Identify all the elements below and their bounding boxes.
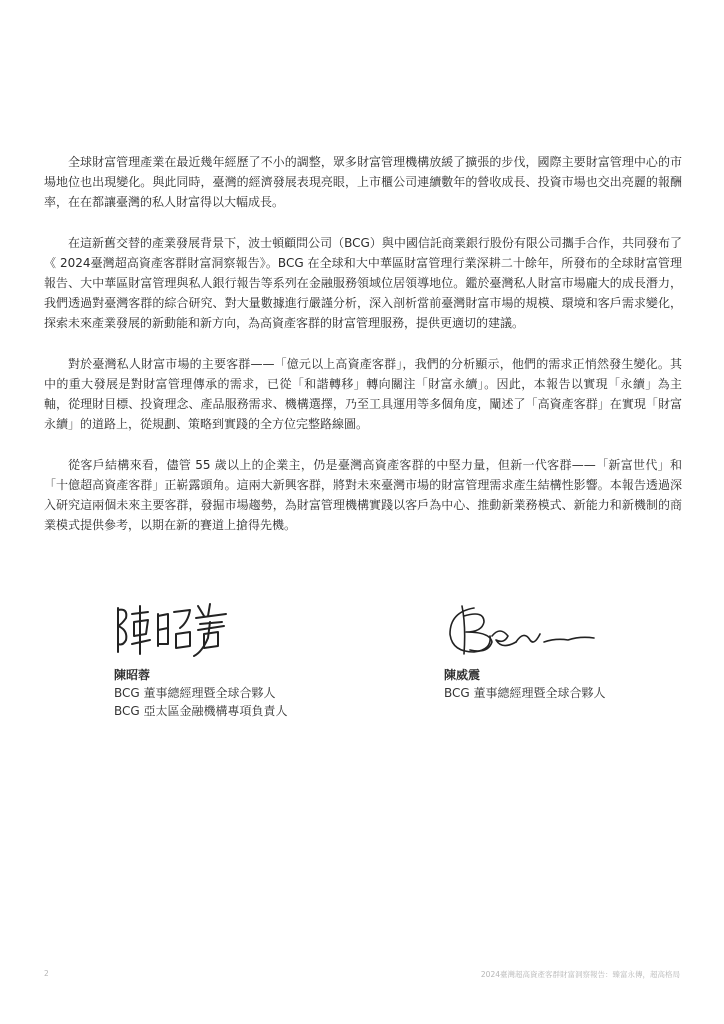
handwritten-signature-right xyxy=(444,596,614,662)
letter-body xyxy=(44,152,682,556)
paragraph-2: 在這新舊交替的產業發展背景下，波士頓顧問公司（BCG）與中國信託商業銀行股份有限公司攜手合作，共同發布了《 2024臺灣超高資產客群財富洞察報告》。BCG 在全球和大中華區財富管理行業深耕二十餘年，所發布的全球財富管理報告、大中華區財富管理與私人銀行報告等系列在金融服務領域位居領導地位。鑑於臺灣私人財富市場龐大的成長潛力，我們透過對臺灣客群的綜合研究、對大量數據進行嚴謹分析，深入剖析當前臺灣財富市場的規模、環境和客戶需求變化，探索未來產業發展的新動能和新方向，為高資產客群的財富管理服務，提供更適切的建議。 xyxy=(44,236,682,330)
signatory-name-right: 陳威震 xyxy=(444,668,481,682)
page-number: 2 xyxy=(44,969,49,978)
signatory-name-left: 陳昭蓉 xyxy=(114,668,151,682)
signatory-role-left-2: BCG 亞太區金融機構專項負責人 xyxy=(114,704,288,718)
paragraph-1: 全球財富管理產業在最近幾年經歷了不小的調整，眾多財富管理機構放緩了擴張的步伐，國際主要財富管理中心的市場地位也出現變化。與此同時，臺灣的經濟發展表現亮眼，上市櫃公司連續數年的營收成長、投資市場也交出亮麗的報酬率，在在都讓臺灣的私人財富得以大幅成長。 xyxy=(44,155,682,209)
handwritten-signature-left xyxy=(114,596,234,662)
signature-block-left xyxy=(114,596,374,720)
running-title: 2024臺灣超高資產客群財富洞察報告：臻富永傳，超高格局 xyxy=(480,970,680,979)
signature-block-right xyxy=(444,596,704,702)
paragraph-3: 對於臺灣私人財富市場的主要客群——「億元以上高資產客群」，我們的分析顯示，他們的需求正悄然發生變化。其中的重大發展是對財富管理傳承的需求，已從「和諧轉移」轉向關注「財富永續」。因此，本報告以實現「永續」為主軸，從理財目標、投資理念、產品服務需求、機構選擇，乃至工具運用等多個角度，闡述了「高資產客群」在實現「財富永續」的道路上，從規劃、策略到實踐的全方位完整路線圖。 xyxy=(44,357,682,431)
page-footer xyxy=(44,969,680,980)
paragraph-4: 從客戶結構來看，儘管 55 歲以上的企業主，仍是臺灣高資產客群的中堅力量，但新一代客群——「新富世代」和「十億超高資產客群」正嶄露頭角。這兩大新興客群，將對未來臺灣市場的財富管理需求產生結構性影響。本報告透過深入研究這兩個未來主要客群，發掘市場趨勢，為財富管理機構實踐以客戶為中心、推動新業務模式、新能力和新機制的商業模式提供參考，以期在新的賽道上搶得先機。 xyxy=(44,458,682,532)
signatory-role-left-1: BCG 董事總經理暨全球合夥人 xyxy=(114,686,276,700)
signatory-role-right-1: BCG 董事總經理暨全球合夥人 xyxy=(444,686,606,700)
